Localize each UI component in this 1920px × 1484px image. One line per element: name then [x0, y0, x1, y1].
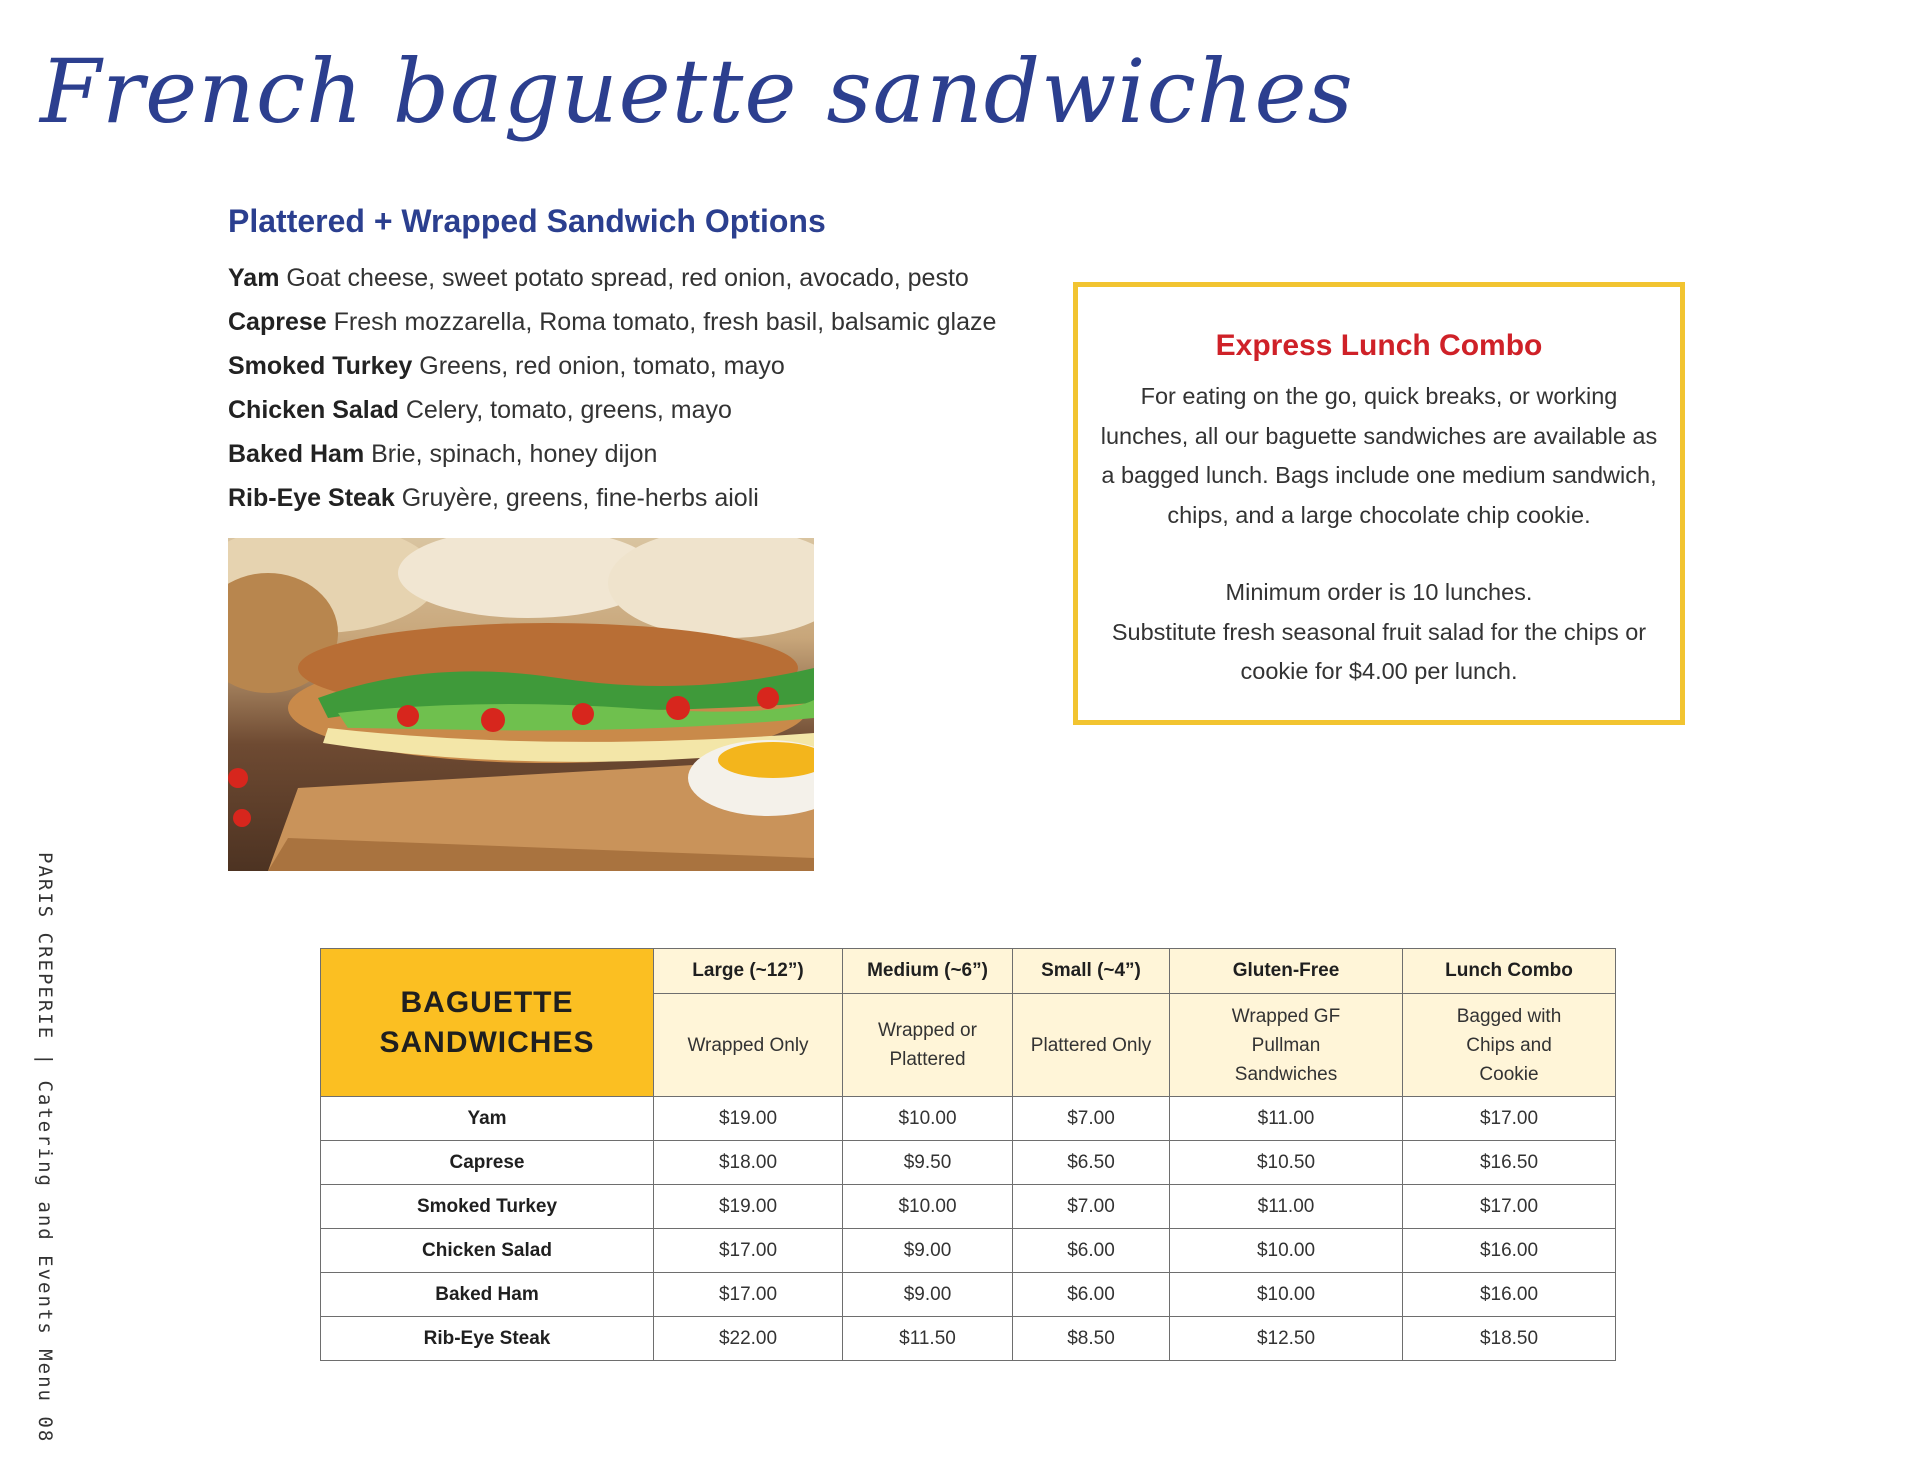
price-cell: $16.00 [1403, 1273, 1616, 1317]
price-cell: $10.00 [1170, 1273, 1403, 1317]
option-desc: Goat cheese, sweet potato spread, red onion, avocado, pesto [286, 264, 969, 292]
price-cell: $10.00 [843, 1185, 1013, 1229]
price-cell: $16.00 [1403, 1229, 1616, 1273]
column-subheader: Bagged with Chips and Cookie [1403, 994, 1616, 1097]
page-title: French baguette sandwiches [40, 40, 1354, 143]
table-row [321, 1317, 1616, 1361]
price-cell: $19.00 [654, 1185, 843, 1229]
column-header: Gluten-Free [1170, 949, 1403, 994]
option-name: Rib-Eye Steak [228, 484, 395, 512]
price-cell: $7.00 [1013, 1097, 1170, 1141]
price-cell: $17.00 [1403, 1185, 1616, 1229]
column-subheader: Wrapped Only [654, 994, 843, 1097]
price-cell: $9.50 [843, 1141, 1013, 1185]
option-desc: Fresh mozzarella, Roma tomato, fresh basil, balsamic glaze [333, 308, 997, 336]
option-name: Caprese [228, 308, 327, 336]
option-desc: Greens, red onion, tomato, mayo [419, 352, 785, 380]
price-cell: $10.00 [843, 1097, 1013, 1141]
price-cell: $10.00 [1170, 1229, 1403, 1273]
column-subheader: Wrapped or Plattered [843, 994, 1013, 1097]
side-footer-label: PARIS CREPERIE | Catering and Events Menu 08 [34, 852, 56, 1444]
price-cell: $11.00 [1170, 1097, 1403, 1141]
price-cell: $17.00 [1403, 1097, 1616, 1141]
price-cell: $22.00 [654, 1317, 843, 1361]
combo-substitute-note: Substitute fresh seasonal fruit salad for the chips or cookie for $4.00 per lunch. [1111, 618, 1647, 684]
price-cell: $11.50 [843, 1317, 1013, 1361]
option-item [228, 300, 1048, 344]
price-cell: $19.00 [654, 1097, 843, 1141]
price-cell: $17.00 [654, 1273, 843, 1317]
row-name: Rib-Eye Steak [321, 1317, 654, 1361]
sandwich-illustration [228, 538, 814, 871]
price-table [320, 948, 1616, 1361]
option-item [228, 476, 1048, 520]
column-subheader: Plattered Only [1013, 994, 1170, 1097]
row-name: Caprese [321, 1141, 654, 1185]
table-row [321, 1185, 1616, 1229]
row-name: Yam [321, 1097, 654, 1141]
column-subheader: Wrapped GF Pullman Sandwiches [1170, 994, 1403, 1097]
table-row [321, 1273, 1616, 1317]
table-row [321, 1229, 1616, 1273]
price-cell: $7.00 [1013, 1185, 1170, 1229]
table-row [321, 1141, 1616, 1185]
price-cell: $16.50 [1403, 1141, 1616, 1185]
row-name: Smoked Turkey [321, 1185, 654, 1229]
column-header: Small (~4”) [1013, 949, 1170, 994]
option-name: Chicken Salad [228, 396, 399, 424]
combo-description [1096, 377, 1662, 692]
price-cell: $11.00 [1170, 1185, 1403, 1229]
corner-line: SANDWICHES [379, 1025, 595, 1059]
column-header: Lunch Combo [1403, 949, 1616, 994]
price-cell: $6.50 [1013, 1141, 1170, 1185]
price-cell: $17.00 [654, 1229, 843, 1273]
option-item [228, 344, 1048, 388]
price-cell: $18.50 [1403, 1317, 1616, 1361]
express-lunch-combo-box [1073, 282, 1685, 725]
column-header: Medium (~6”) [843, 949, 1013, 994]
option-name: Baked Ham [228, 440, 365, 468]
option-name: Yam [228, 264, 280, 292]
combo-title: Express Lunch Combo [1215, 329, 1543, 362]
corner-line: BAGUETTE [400, 985, 574, 1019]
price-cell: $6.00 [1013, 1229, 1170, 1273]
price-cell: $10.50 [1170, 1141, 1403, 1185]
row-name: Baked Ham [321, 1273, 654, 1317]
combo-minimum-order: Minimum order is 10 lunches. [1225, 579, 1533, 605]
option-desc: Celery, tomato, greens, mayo [405, 396, 732, 424]
table-corner-title [321, 949, 654, 1097]
price-cell: $9.00 [843, 1229, 1013, 1273]
section-heading: Plattered + Wrapped Sandwich Options [228, 203, 826, 239]
sandwich-photo [228, 538, 814, 871]
column-header: Large (~12”) [654, 949, 843, 994]
option-item [228, 432, 1048, 476]
price-cell: $9.00 [843, 1273, 1013, 1317]
option-name: Smoked Turkey [228, 352, 413, 380]
table-row [321, 1097, 1616, 1141]
sandwich-options-list [228, 256, 1048, 520]
option-item [228, 388, 1048, 432]
option-desc: Brie, spinach, honey dijon [371, 440, 658, 468]
price-cell: $12.50 [1170, 1317, 1403, 1361]
price-cell: $18.00 [654, 1141, 843, 1185]
combo-paragraph: For eating on the go, quick breaks, or working lunches, all our baguette sandwiches are available as a bagged lunch. Bags include one medium sandwich, chips, and a large chocolate chip cookie. [1100, 383, 1658, 528]
option-item [228, 256, 1048, 300]
row-name: Chicken Salad [321, 1229, 654, 1273]
price-cell: $6.00 [1013, 1273, 1170, 1317]
option-desc: Gruyère, greens, fine-herbs aioli [401, 484, 759, 512]
price-cell: $8.50 [1013, 1317, 1170, 1361]
